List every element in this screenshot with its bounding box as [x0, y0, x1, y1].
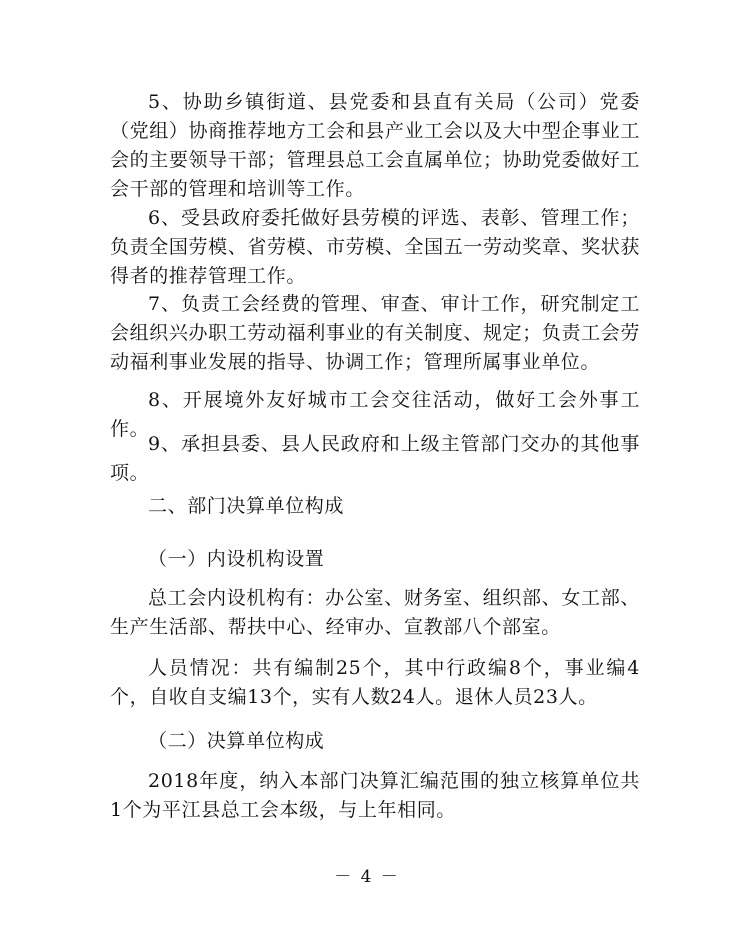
section-heading-structure: 二、部门决算单位构成	[148, 495, 345, 517]
paragraph-accounting-units: 2018年度，纳入本部门决算汇编范围的独立核算单位共1个为平江县总工会本级，与上年相同。	[110, 770, 640, 821]
paragraph-item-8: 8、开展境外友好城市工会交往活动，做好工会外事工作。	[110, 389, 640, 440]
paragraph-item-7: 7、负责工会经费的管理、审查、审计工作，研究制定工会组织兴办职工劳动福利事业的有关制度、规定；负责工会劳动福利事业发展的指导、协调工作；管理所属事业单位。	[110, 293, 640, 373]
paragraph-item-5: 5、协助乡镇街道、县党委和县直有关局（公司）党委（党组）协商推荐地方工会和县产业工会以及大中型企事业工会的主要领导干部；管理县总工会直属单位；协助党委做好工会干部的管理和培训等工作。	[110, 91, 640, 200]
subheading-internal-departments: （一）内设机构设置	[148, 548, 325, 570]
paragraph-item-6: 6、受县政府委托做好县劳模的评选、表彰、管理工作；负责全国劳模、省劳模、市劳模、全国五一劳动奖章、奖状获得者的推荐管理工作。	[110, 207, 640, 287]
page-number: － 4 －	[334, 867, 400, 887]
paragraph-staffing: 人员情况：共有编制25个，其中行政编8个，事业编4个，自收自支编13个，实有人数24人。退休人员23人。	[110, 657, 640, 708]
paragraph-departments: 总工会内设机构有：办公室、财务室、组织部、女工部、生产生活部、帮扶中心、经审办、宣教部八个部室。	[110, 587, 640, 638]
subheading-accounting-units: （二）决算单位构成	[148, 730, 325, 752]
paragraph-item-9: 9、承担县委、县人民政府和上级主管部门交办的其他事项。	[110, 433, 640, 484]
